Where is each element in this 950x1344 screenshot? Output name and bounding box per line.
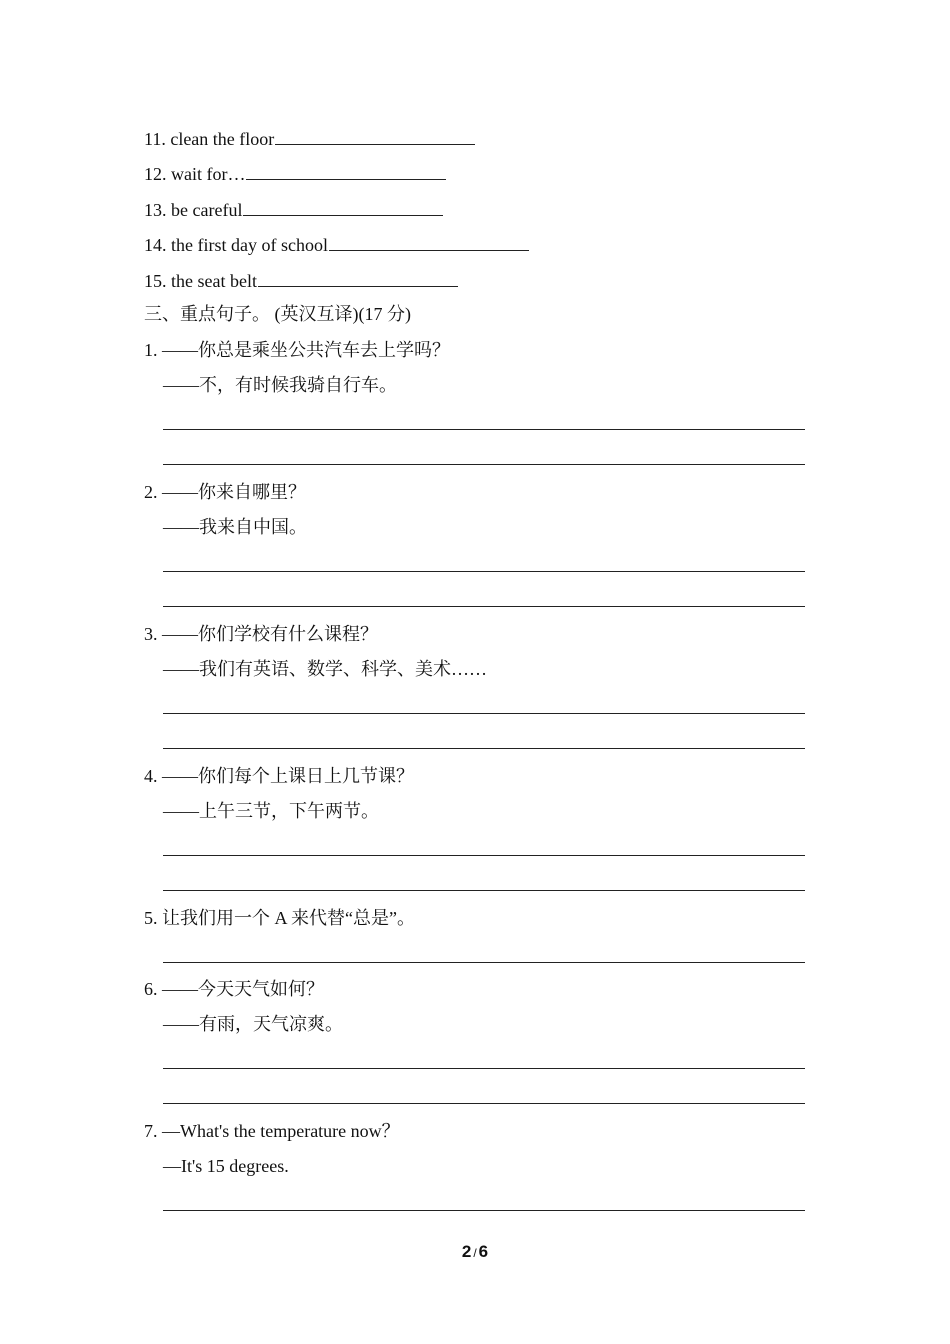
answer-blank[interactable] — [329, 232, 529, 251]
question-answer-prompt: ——我来自中国。 — [163, 517, 307, 537]
vocab-text: 13. be careful — [144, 200, 243, 220]
question-prompt: 4. ——你们每个上课日上几节课？ — [144, 766, 414, 786]
answer-line[interactable] — [163, 429, 805, 430]
vocab-text: 11. clean the floor — [144, 129, 275, 149]
answer-blank[interactable] — [275, 126, 475, 145]
answer-line[interactable] — [163, 1068, 805, 1069]
vocab-item — [144, 268, 458, 292]
question-answer-prompt: ——我们有英语、数学、科学、美术…… — [163, 659, 487, 679]
answer-line[interactable] — [163, 464, 805, 465]
total-pages: 6 — [478, 1242, 489, 1261]
question-answer-prompt: ——有雨，天气凉爽。 — [163, 1014, 343, 1034]
answer-line[interactable] — [163, 713, 805, 714]
question-prompt: 3. ——你们学校有什么课程？ — [144, 624, 378, 644]
question-prompt: 7. —What's the temperature now？ — [144, 1121, 400, 1141]
answer-line[interactable] — [163, 748, 805, 749]
page-separator: / — [473, 1246, 477, 1260]
question-prompt: 2. ——你来自哪里？ — [144, 482, 306, 502]
answer-blank[interactable] — [246, 161, 446, 180]
answer-line[interactable] — [163, 571, 805, 572]
vocab-text: 12. wait for… — [144, 164, 246, 184]
vocab-text: 14. the first day of school — [144, 235, 328, 255]
question-answer-prompt: ——上午三节，下午两节。 — [163, 801, 379, 821]
page-number — [0, 1242, 950, 1262]
question-prompt: 5. 让我们用一个 A 来代替“总是”。 — [144, 908, 415, 928]
vocab-item — [144, 232, 529, 256]
answer-line[interactable] — [163, 606, 805, 607]
vocab-text: 15. the seat belt — [144, 271, 257, 291]
answer-line[interactable] — [163, 1103, 805, 1104]
answer-blank[interactable] — [243, 197, 443, 216]
vocab-item — [144, 197, 443, 221]
question-answer-prompt: ——不，有时候我骑自行车。 — [163, 375, 397, 395]
answer-line[interactable] — [163, 1210, 805, 1211]
answer-line[interactable] — [163, 890, 805, 891]
section-heading: 三、重点句子。 (英汉互译)(17 分) — [144, 304, 411, 324]
answer-line[interactable] — [163, 962, 805, 963]
vocab-item — [144, 126, 475, 150]
question-answer-prompt: —It's 15 degrees. — [163, 1156, 289, 1176]
question-prompt: 6. ——今天天气如何？ — [144, 979, 324, 999]
current-page: 2 — [461, 1242, 472, 1261]
answer-line[interactable] — [163, 855, 805, 856]
vocab-item — [144, 161, 446, 185]
answer-blank[interactable] — [258, 268, 458, 287]
question-prompt: 1. ——你总是乘坐公共汽车去上学吗？ — [144, 340, 450, 360]
